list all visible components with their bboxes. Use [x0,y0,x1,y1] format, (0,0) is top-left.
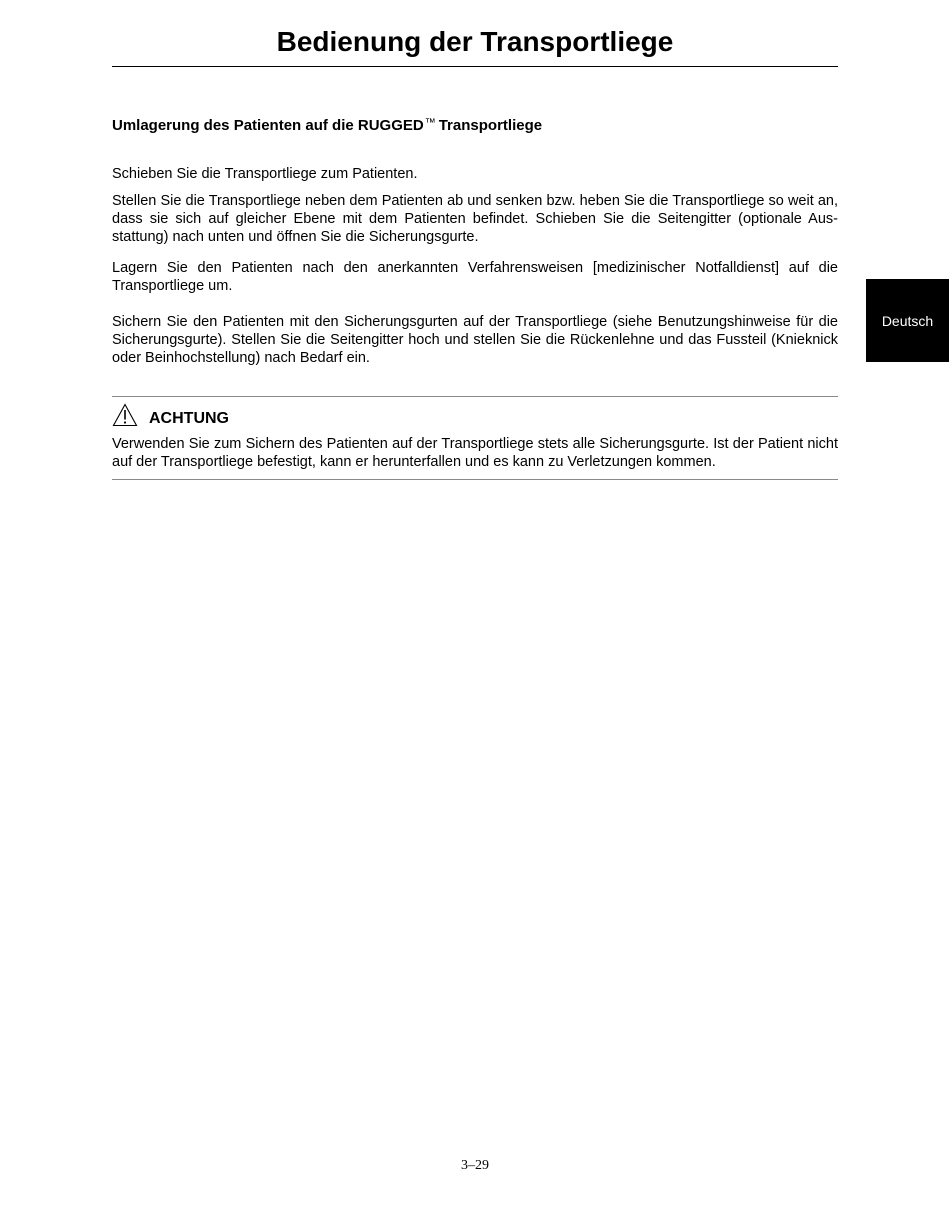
warning-top-divider [112,396,838,397]
warning-heading: ACHTUNG [149,410,229,427]
section-heading-text-end: Transportliege [438,117,543,134]
language-tab [866,279,949,362]
page-number: 3–29 [461,1158,489,1173]
page-title: Bedienung der Transportliege [276,26,674,57]
paragraph-step-1: Schieben Sie die Transportliege zum Patienten. [112,166,418,182]
paragraph-step-2: Stellen Sie die Transportliege neben dem Patienten ab und senken bzw. heben Sie die Transportliege so weit an, dass sie sich auf gleicher Ebene mit dem Patienten befindet. Schieben Sie die Seitengitter (optionale Aus-stattung) nach unten und öffnen Sie die Sicherungsgurte. [112,193,838,245]
paragraph-step-3: Lagern Sie den Patienten nach den anerkannten Verfahrensweisen [medizinischer Notfalldienst] auf die Transportliege um. [112,260,838,294]
title-divider [112,66,838,67]
section-heading-text: Umlagerung des Patienten auf die RUGGED [112,117,424,134]
warning-bottom-divider [112,479,838,480]
language-tab-label: Deutsch [881,312,934,329]
warning-triangle-icon [112,403,138,427]
warning-text: Verwenden Sie zum Sichern des Patienten auf der Transportliege stets alle Sicherungsgurte. Ist der Patient nicht auf der Transportliege befestigt, kann er herunterfallen und es kann zu Verletzungen kommen. [112,436,838,470]
paragraph-step-4: Sichern Sie den Patienten mit den Sicherungsgurten auf der Transportliege (siehe Benutzungshinweise für die Sicherungsgurte). Stellen Sie die Seitengitter hoch und stellen Sie die Rückenlehne und das Fussteil (Knieknick oder Beinhochstellung) nach Bedarf ein. [112,314,838,366]
section-heading [112,113,542,136]
trademark-symbol: ™ [424,117,436,129]
